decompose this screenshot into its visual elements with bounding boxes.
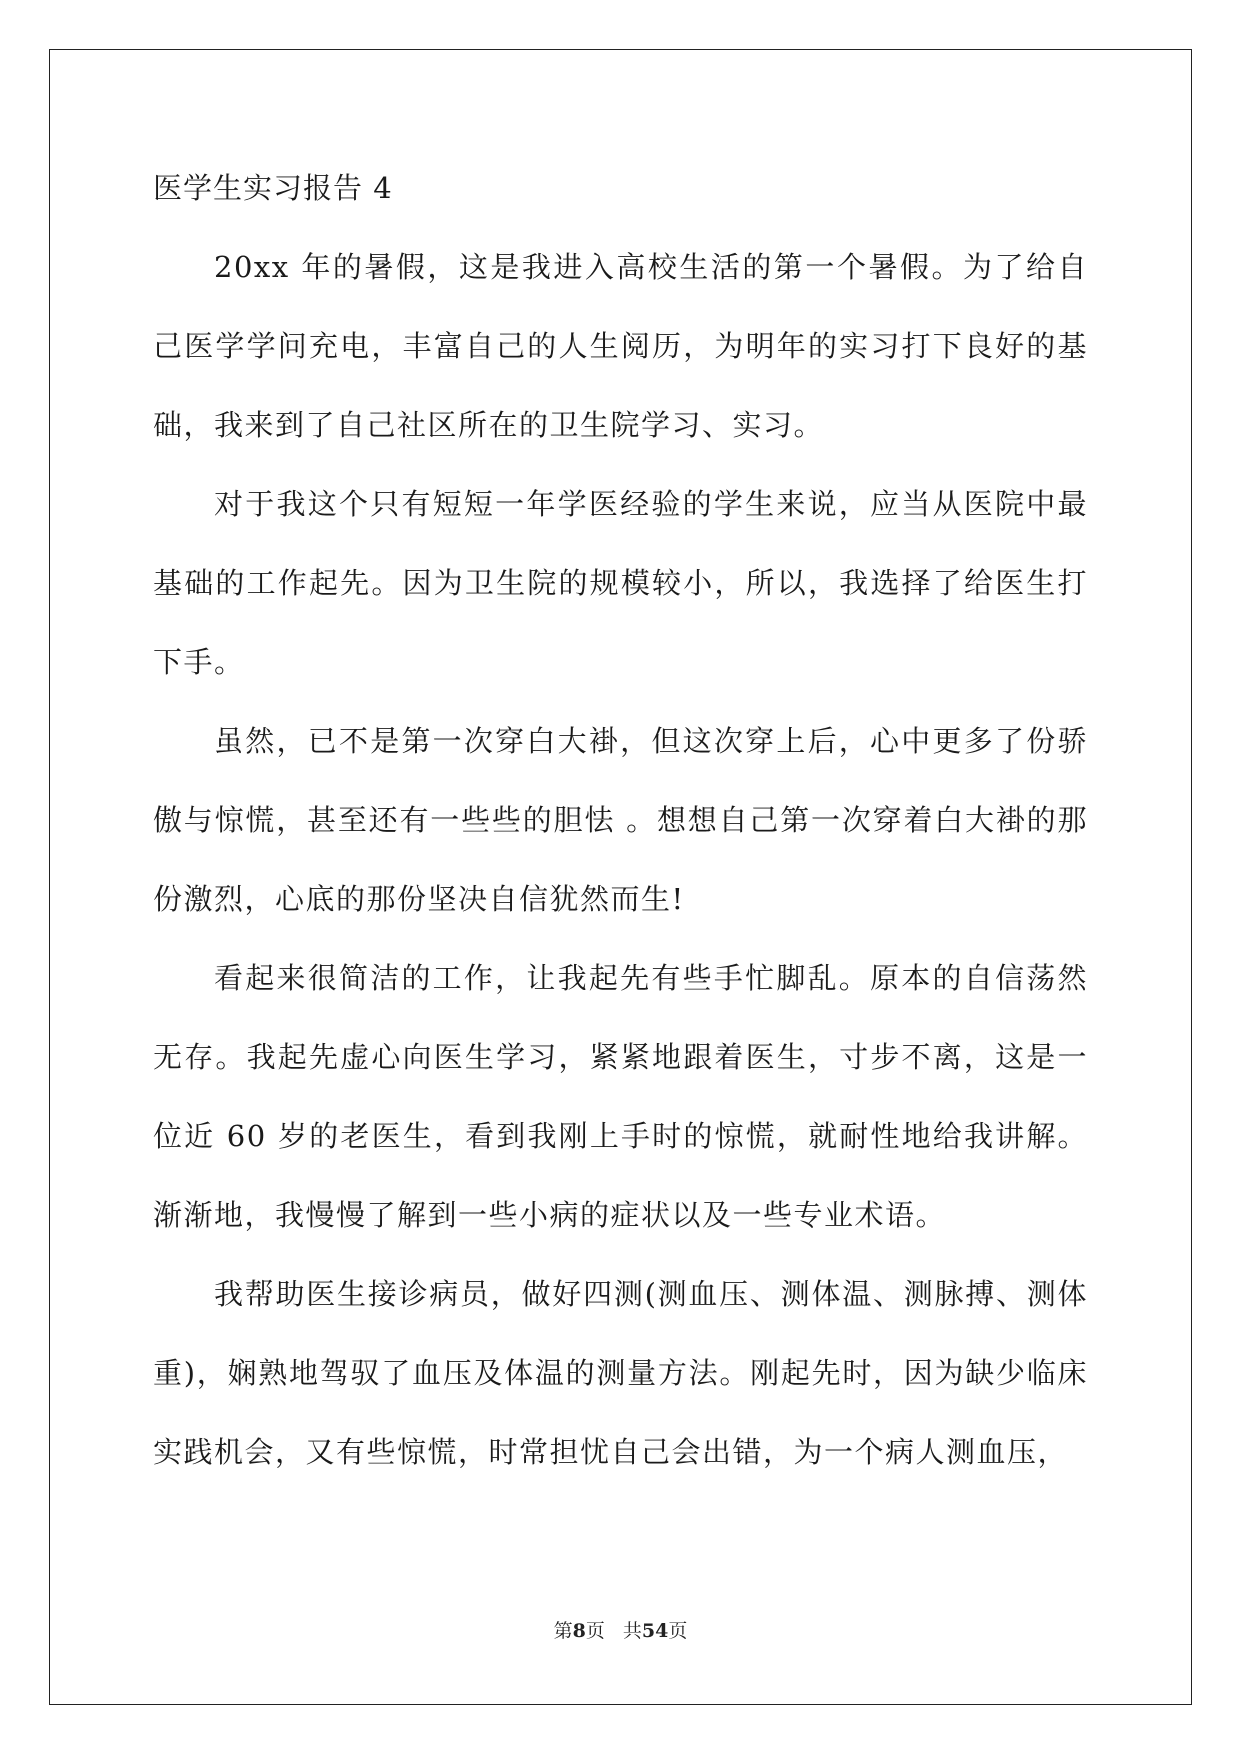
paragraph-2: 对于我这个只有短短一年学医经验的学生来说，应当从医院中最基础的工作起先。因为卫生院的规模较小，所以，我选择了给医生打下手。 bbox=[153, 487, 1088, 679]
document-body bbox=[153, 168, 1088, 1492]
total-prefix: 共 bbox=[622, 1620, 642, 1642]
paragraph-4: 看起来很简洁的工作，让我起先有些手忙脚乱。原本的自信荡然无存。我起先虚心向医生学习，紧紧地跟着医生，寸步不离，这是一位近 60 岁的老医生，看到我刚上手时的惊慌，就耐性地给我讲解。渐渐地，我慢慢了解到一些小病的症状以及一些专业术语。 bbox=[153, 961, 1088, 1232]
total-suffix: 页 bbox=[668, 1620, 688, 1642]
page-number: 8 bbox=[572, 1620, 586, 1642]
total-pages: 54 bbox=[641, 1620, 669, 1642]
page-prefix: 第 bbox=[553, 1620, 573, 1642]
paragraph-1: 20xx 年的暑假，这是我进入高校生活的第一个暑假。为了给自己医学学问充电，丰富自己的人生阅历，为明年的实习打下良好的基础，我来到了自己社区所在的卫生院学习、实习。 bbox=[153, 250, 1088, 442]
page-suffix: 页 bbox=[585, 1620, 605, 1642]
page-footer bbox=[0, 1616, 1241, 1643]
document-title: 医学生实习报告 4 bbox=[153, 171, 393, 205]
paragraph-5: 我帮助医生接诊病员，做好四测(测血压、测体温、测脉搏、测体重)，娴熟地驾驭了血压及体温的测量方法。刚起先时，因为缺少临床实践机会，又有些惊慌，时常担忧自己会出错，为一个病人测血压， bbox=[153, 1277, 1088, 1469]
paragraph-3: 虽然，已不是第一次穿白大褂，但这次穿上后，心中更多了份骄傲与惊慌，甚至还有一些些的胆怯 。想想自己第一次穿着白大褂的那份激烈，心底的那份坚决自信犹然而生! bbox=[153, 724, 1088, 916]
